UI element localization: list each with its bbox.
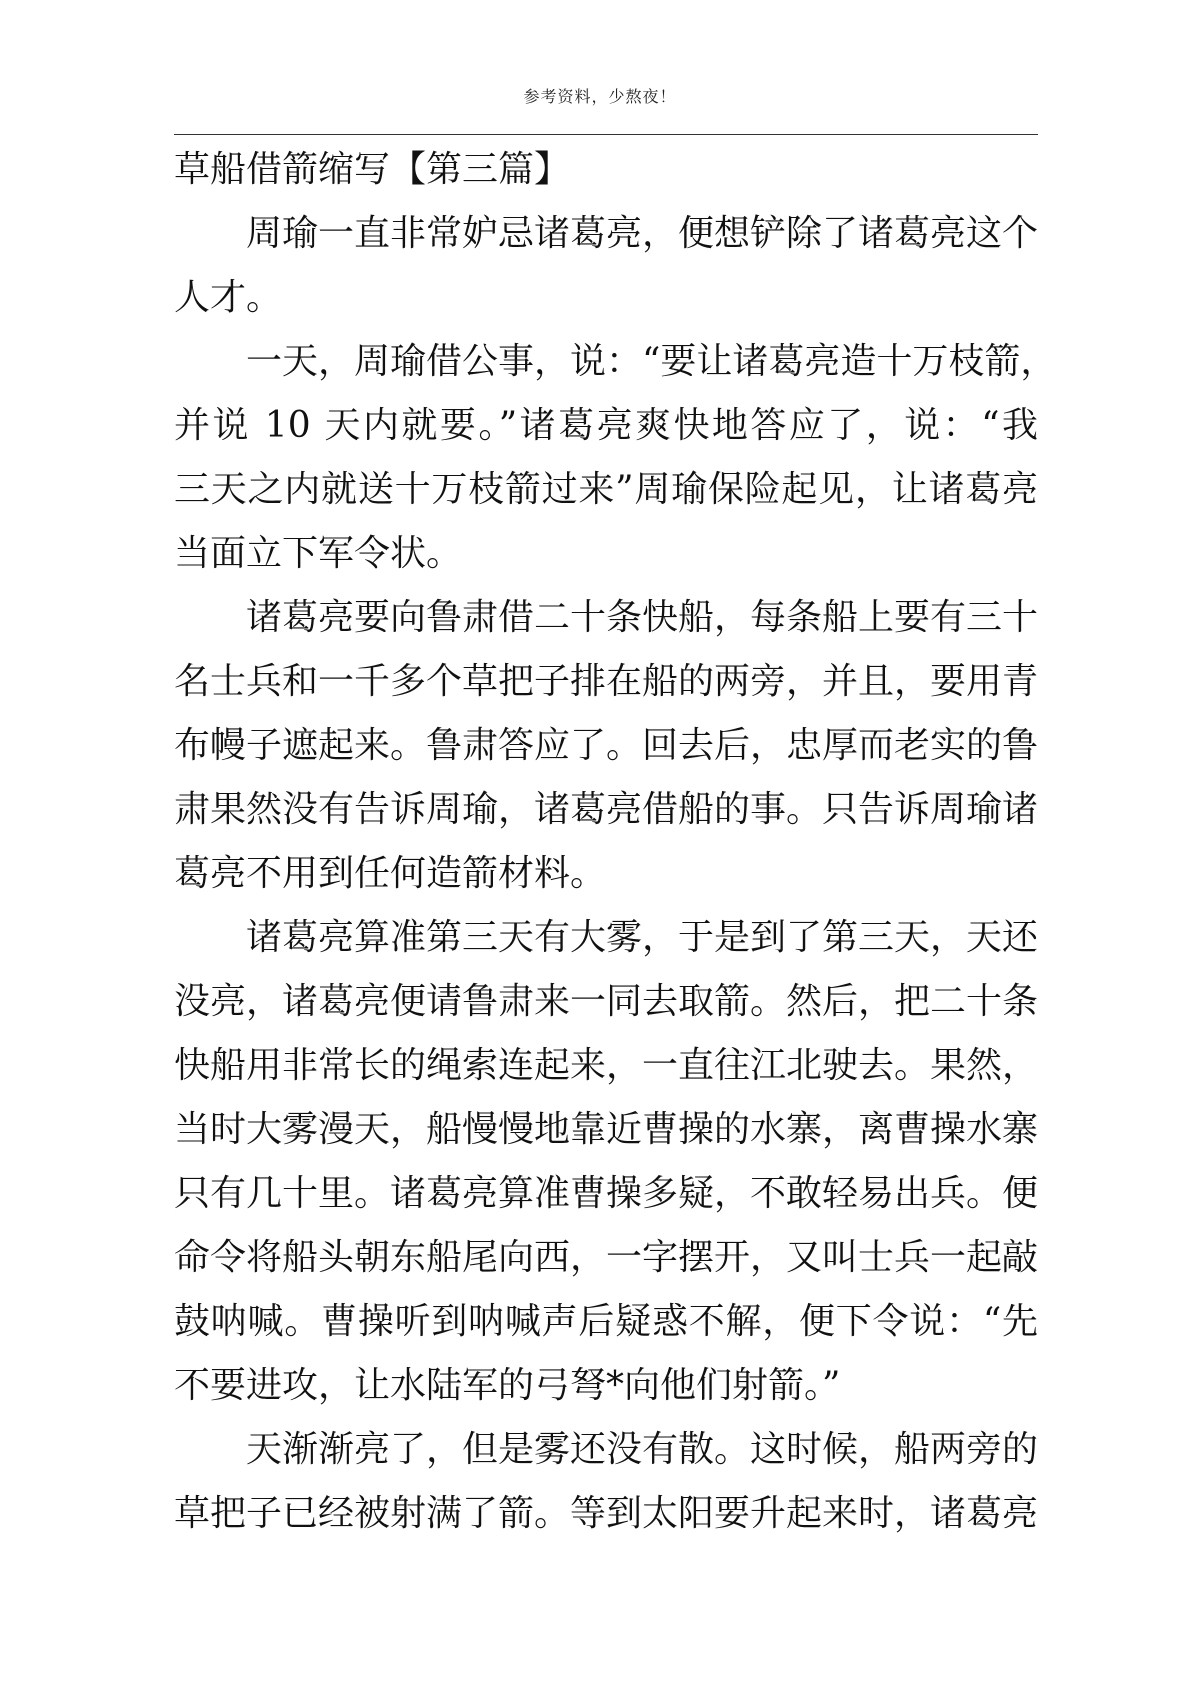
text-line: 不要进攻，让水陆军的弓弩*向他们射箭。” [174, 1365, 841, 1406]
text-line: 诸葛亮算准第三天有大雾，于是到了第三天，天还 [246, 917, 1039, 958]
text-line: 三天之内就送十万枝箭过来”周瑜保险起见，让诸葛亮 [174, 469, 1038, 510]
paragraph [174, 202, 1038, 330]
text-line: 当时大雾漫天，船慢慢地靠近曹操的水寨，离曹操水寨 [174, 1109, 1039, 1150]
text-line: 命令将船头朝东船尾向西，一字摆开，又叫士兵一起敲 [174, 1237, 1039, 1278]
page-header: 参考资料，少熬夜！ [523, 87, 677, 106]
paragraph [174, 330, 1057, 586]
text-line: 周瑜一直非常妒忌诸葛亮，便想铲除了诸葛亮这个 [246, 213, 1039, 254]
text-line: 草把子已经被射满了箭。等到太阳要升起来时，诸葛亮 [174, 1493, 1039, 1534]
paragraph [174, 586, 1038, 906]
text-line: 当面立下军令状。 [174, 533, 463, 574]
text-line: 没亮，诸葛亮便请鲁肃来一同去取箭。然后，把二十条 [174, 981, 1039, 1022]
text-line: 葛亮不用到任何造箭材料。 [174, 853, 607, 894]
text-line: 并说 10 天内就要。”诸葛亮爽快地答应了，说：“我 [174, 405, 1038, 446]
text-line: 天渐渐亮了，但是雾还没有散。这时候，船两旁的 [246, 1429, 1039, 1470]
text-line: 人才。 [174, 277, 283, 318]
text-line: 诸葛亮要向鲁肃借二十条快船，每条船上要有三十 [246, 597, 1039, 638]
text-line: 一天，周瑜借公事，说：“要让诸葛亮造十万枝箭， [246, 341, 1057, 382]
document-title: 草船借箭缩写【第三篇】 [174, 149, 571, 190]
text-line: 鼓呐喊。曹操听到呐喊声后疑惑不解，便下令说：“先 [174, 1301, 1038, 1342]
text-line: 布幔子遮起来。鲁肃答应了。回去后，忠厚而老实的鲁 [174, 725, 1039, 766]
text-line: 肃果然没有告诉周瑜，诸葛亮借船的事。只告诉周瑜诸 [174, 789, 1039, 830]
header-divider [174, 134, 1038, 135]
paragraph [174, 1418, 1038, 1546]
text-line: 只有几十里。诸葛亮算准曹操多疑，不敢轻易出兵。便 [174, 1173, 1039, 1214]
document-body [174, 138, 1057, 1546]
paragraph [174, 906, 1038, 1418]
text-line: 快船用非常长的绳索连起来，一直往江北驶去。果然， [174, 1045, 1039, 1086]
text-line: 名士兵和一千多个草把子排在船的两旁，并且，要用青 [174, 661, 1039, 702]
